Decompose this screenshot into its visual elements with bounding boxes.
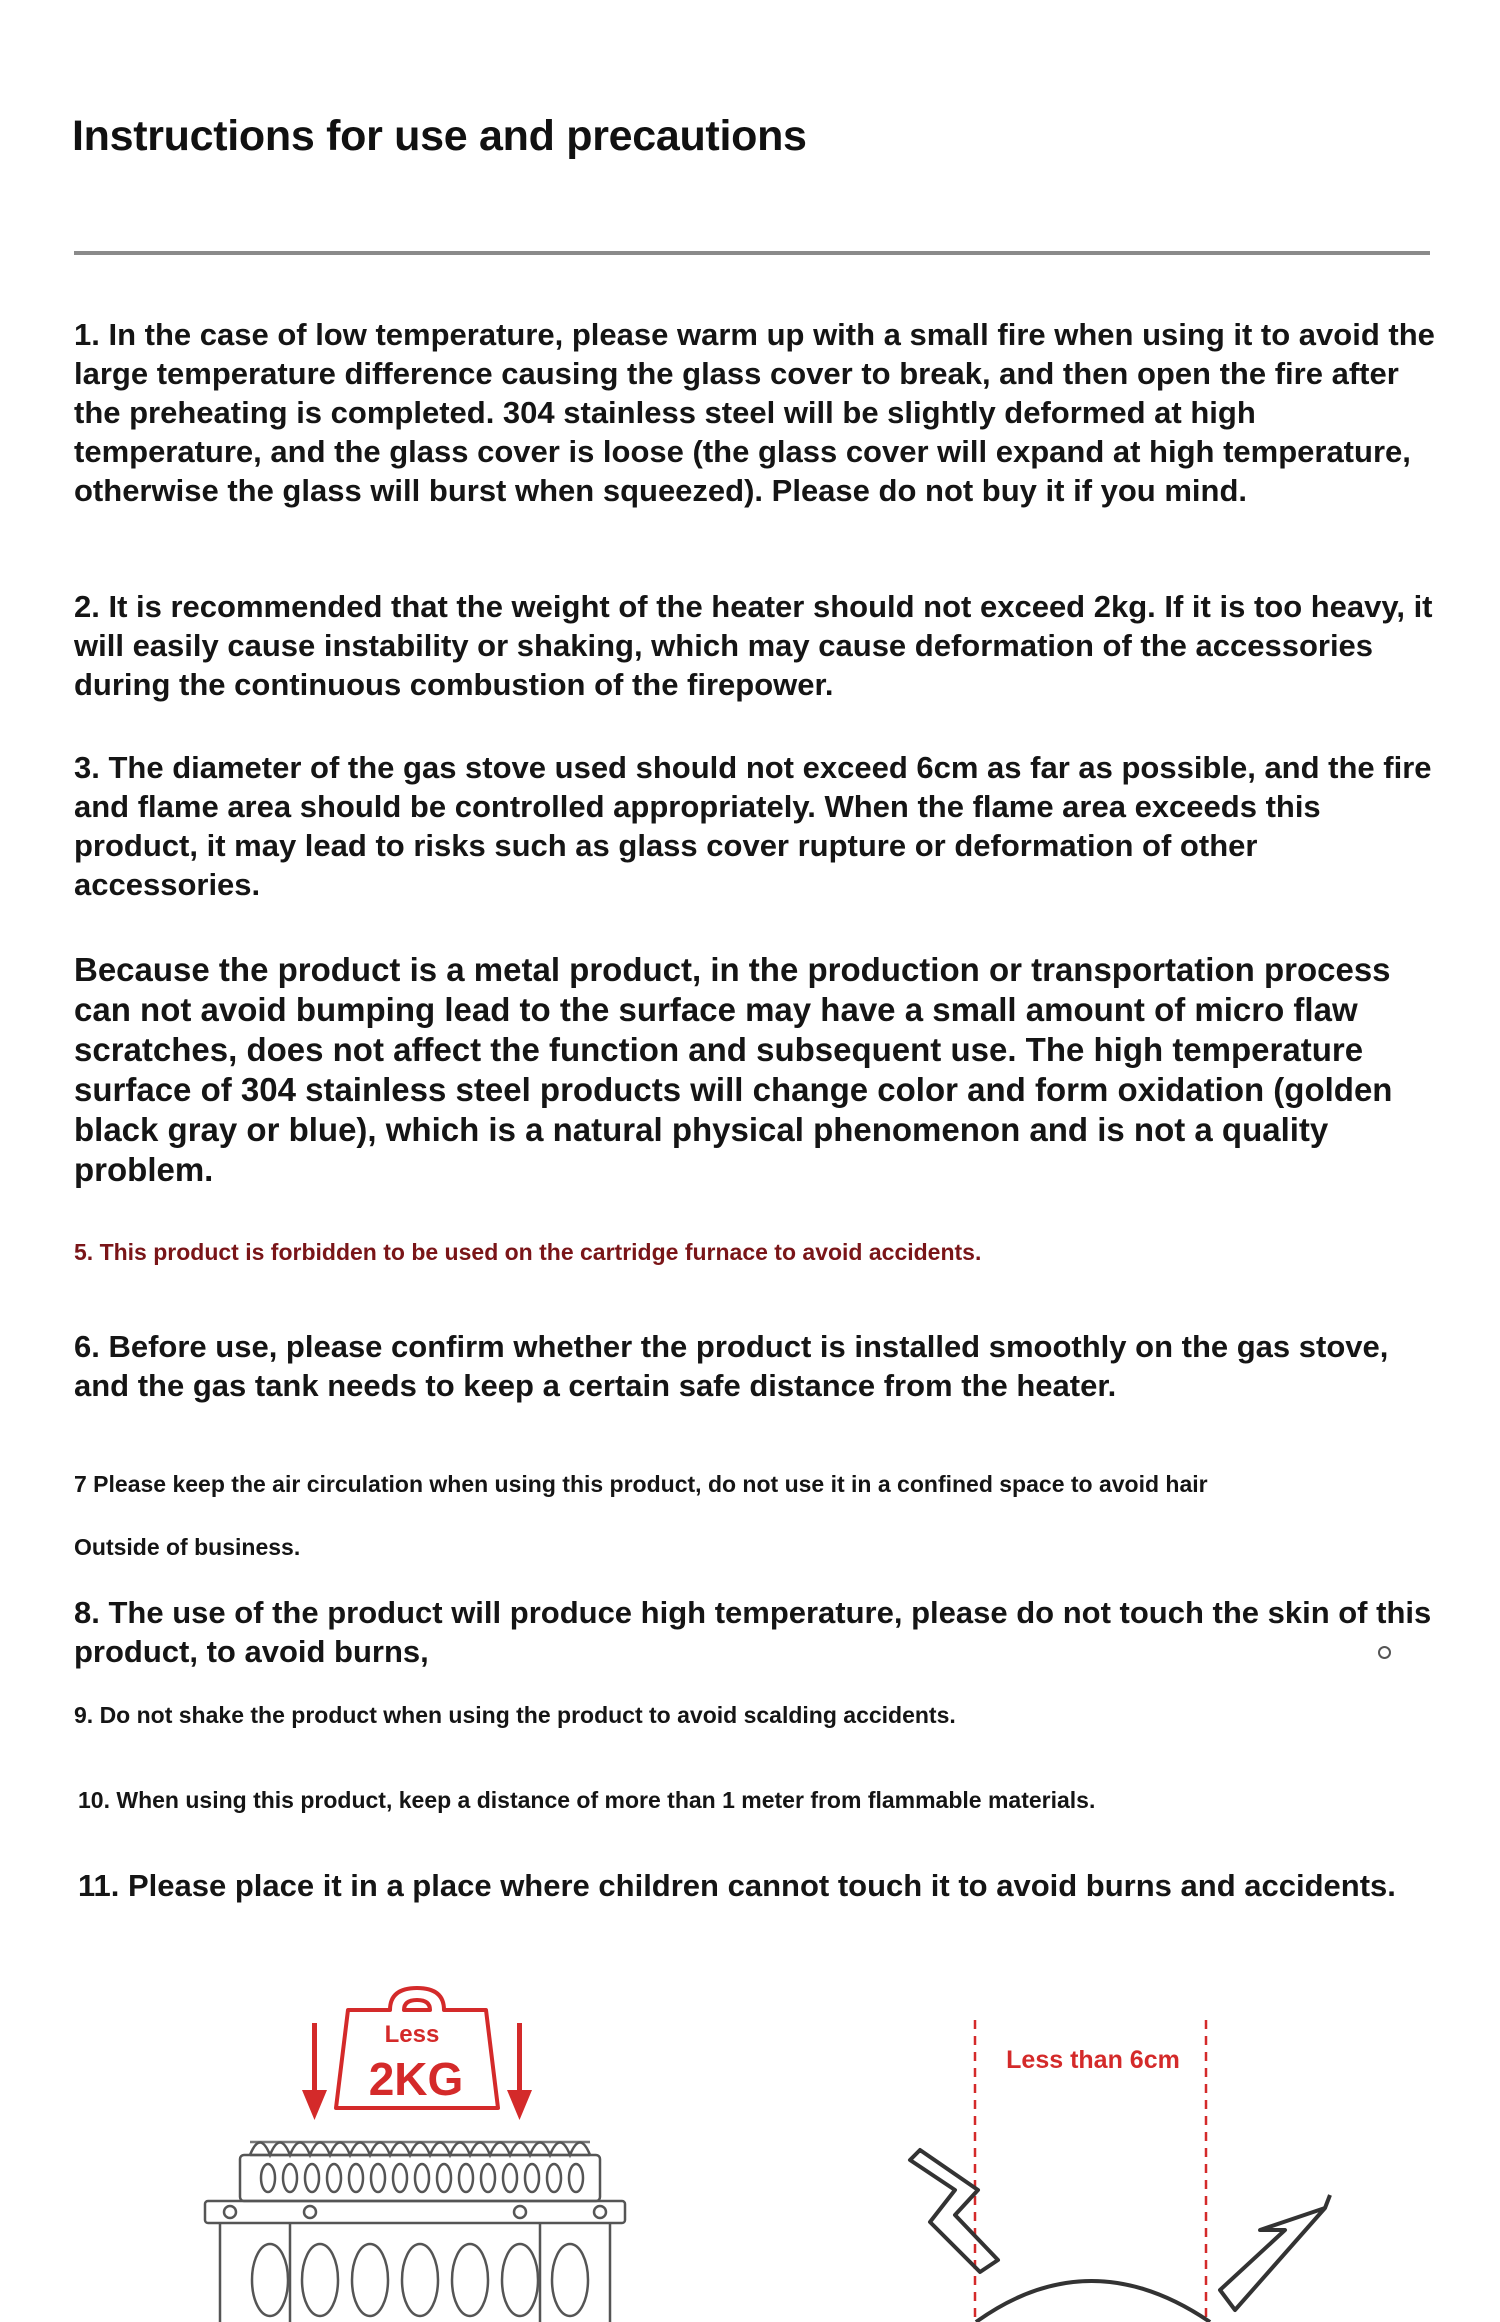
- instruction-item-5: 5. This product is forbidden to be used on the cartridge furnace to avoid accidents.: [74, 1239, 982, 1265]
- page-title: Instructions for use and precautions: [72, 112, 807, 160]
- instruction-item-10: 10. When using this product, keep a distance of more than 1 meter from flammable materials.: [78, 1787, 1096, 1813]
- weight-limit-illustration: [190, 1930, 650, 2322]
- gas-stove-burner-drawing: [910, 2150, 1330, 2322]
- instruction-item-7: 7 Please keep the air circulation when using this product, do not use it in a confined space to avoid hair: [74, 1471, 1208, 1497]
- instruction-item-4: Because the product is a metal product, in the production or transportation process can not avoid bumping lead to the surface may have a small amount of micro flaw scratches, does not affect the function and subsequent use. The high temperature surface of 304 stainless steel products will change color and form oxidation (golden black gray or blue), which is a natural physical phenomenon and is not a quality problem.: [74, 951, 1393, 1188]
- left-down-arrow-icon: [302, 2023, 327, 2120]
- small-circle-mark: [1378, 1646, 1391, 1659]
- instruction-item-8: 8. The use of the product will produce high temperature, please do not touch the skin of this product, to avoid burns,: [74, 1595, 1432, 1669]
- instruction-item-11: 11. Please place it in a place where children cannot touch it to avoid burns and accidents.: [78, 1868, 1396, 1903]
- diameter-label: Less than 6cm: [1006, 2046, 1180, 2074]
- stove-diameter-illustration: [880, 1990, 1400, 2322]
- instruction-item-2: 2. It is recommended that the weight of the heater should not exceed 2kg. If it is too heavy, it will easily cause instability or shaking, which may cause deformation of the accessories during the continuous combustion of the firepower.: [74, 589, 1433, 702]
- instruction-item-6: 6. Before use, please confirm whether the product is installed smoothly on the gas stove, and the gas tank needs to keep a certain safe distance from the heater.: [74, 1329, 1389, 1403]
- heater-grill-drawing: [205, 2142, 625, 2322]
- right-down-arrow-icon: [507, 2023, 532, 2120]
- title-divider: [74, 251, 1430, 255]
- instruction-item-9: 9. Do not shake the product when using the product to avoid scalding accidents.: [74, 1702, 956, 1728]
- instruction-item-7-continued: Outside of business.: [74, 1534, 301, 1560]
- weight-label-2kg: 2KG: [368, 2053, 464, 2105]
- instruction-item-1: 1. In the case of low temperature, please warm up with a small fire when using it to avoid the large temperature difference causing the glass cover to break, and then open the fire after the preheating is completed. 304 stainless steel will be slightly deformed at high temperature, and the glass cover is loose (the glass cover will expand at high temperature, otherwise the glass will burst when squeezed). Please do not buy it if you mind.: [74, 317, 1435, 508]
- instruction-item-3: 3. The diameter of the gas stove used should not exceed 6cm as far as possible, and the fire and flame area should be controlled appropriately. When the flame area exceeds this product, it may lead to risks such as glass cover rupture or deformation of other accessories.: [74, 750, 1432, 902]
- weight-label-less: Less: [384, 2021, 440, 2048]
